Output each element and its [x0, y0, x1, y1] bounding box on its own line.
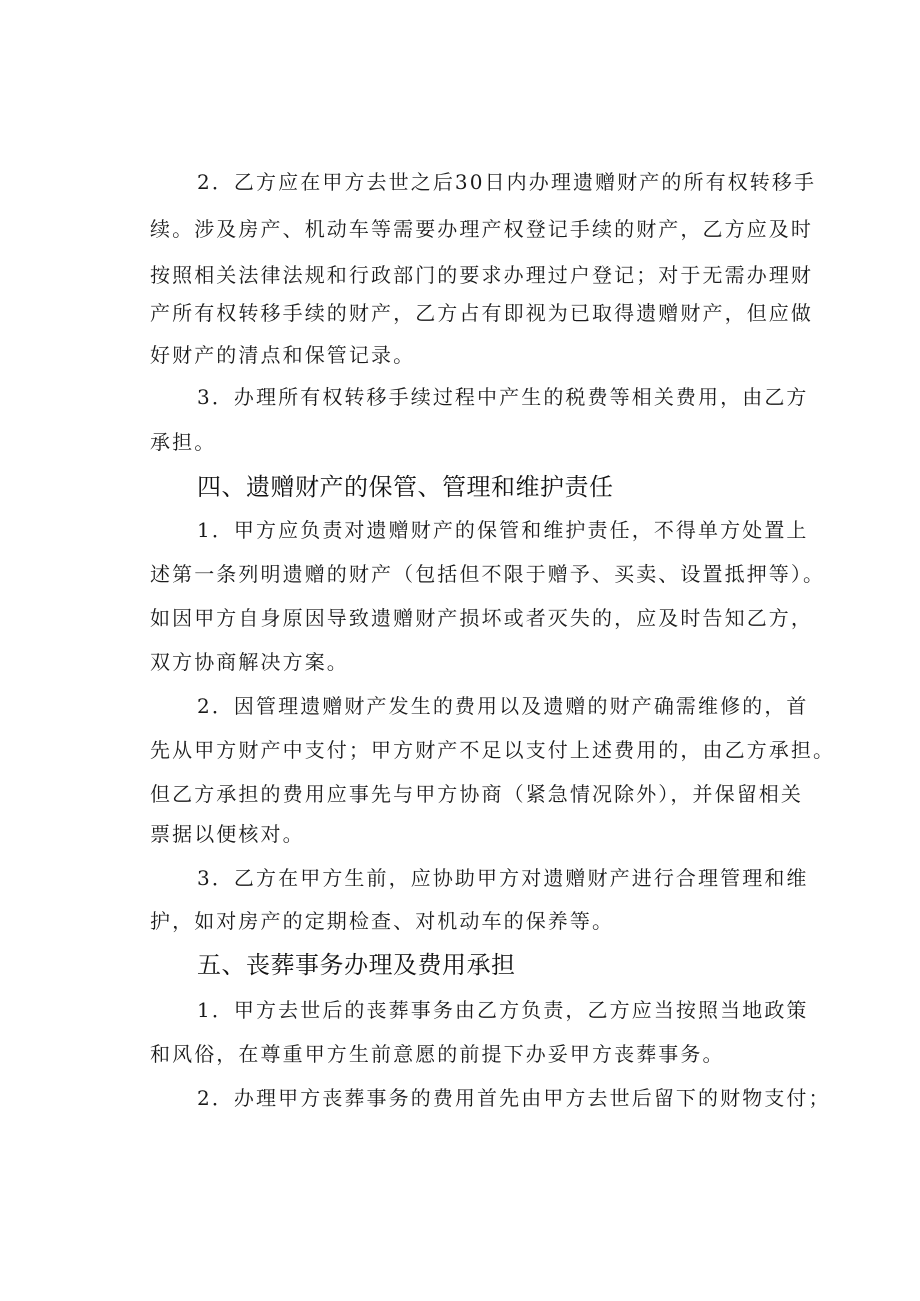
- section-heading: 四、遗赠财产的保管、管理和维护责任: [197, 473, 614, 501]
- paragraph-line: 1．甲方去世后的丧葬事务由乙方负责，乙方应当按照当地政策: [197, 998, 809, 1022]
- paragraph-line: 3．乙方在甲方生前，应协助甲方对遗赠财产进行合理管理和维: [197, 866, 809, 890]
- paragraph-line: 先从甲方财产中支付；甲方财产不足以支付上述费用的，由乙方承担。: [150, 738, 836, 762]
- paragraph-line: 产所有权转移手续的财产，乙方占有即视为已取得遗赠财产，但应做: [150, 301, 813, 325]
- paragraph-line: 续。涉及房产、机动车等需要办理产权登记手续的财产，乙方应及时: [150, 217, 813, 241]
- paragraph-line: 2．乙方应在甲方去世之后30日内办理遗赠财产的所有权转移手: [197, 170, 817, 194]
- paragraph-line: 和风俗，在尊重甲方生前意愿的前提下办妥甲方丧葬事务。: [150, 1042, 725, 1066]
- paragraph-line: 按照相关法律法规和行政部门的要求办理过户登记；对于无需办理财: [150, 263, 813, 287]
- paragraph-line: 但乙方承担的费用应事先与甲方协商（紧急情况除外），并保留相关: [150, 782, 803, 806]
- paragraph-line: 3．办理所有权转移手续过程中产生的税费等相关费用，由乙方: [197, 385, 809, 409]
- paragraph-line: 承担。: [150, 430, 217, 454]
- paragraph-line: 2．办理甲方丧葬事务的费用首先由甲方去世后留下的财物支付；: [197, 1086, 831, 1110]
- paragraph-line: 好财产的清点和保管记录。: [150, 343, 416, 367]
- paragraph-line: 票据以便核对。: [150, 822, 305, 846]
- paragraph-line: 述第一条列明遗赠的财产（包括但不限于赠予、买卖、设置抵押等）。: [150, 562, 826, 586]
- paragraph-line: 护，如对房产的定期检查、对机动车的保养等。: [150, 909, 615, 933]
- paragraph-line: 如因甲方自身原因导致遗赠财产损坏或者灭失的，应及时告知乙方，: [150, 606, 813, 630]
- paragraph-line: 1．甲方应负责对遗赠财产的保管和维护责任，不得单方处置上: [197, 518, 809, 542]
- section-heading: 五、丧葬事务办理及费用承担: [197, 951, 516, 979]
- paragraph-line: 2．因管理遗赠财产发生的费用以及遗赠的财产确需维修的，首: [197, 694, 809, 718]
- paragraph-line: 双方协商解决方案。: [150, 650, 349, 674]
